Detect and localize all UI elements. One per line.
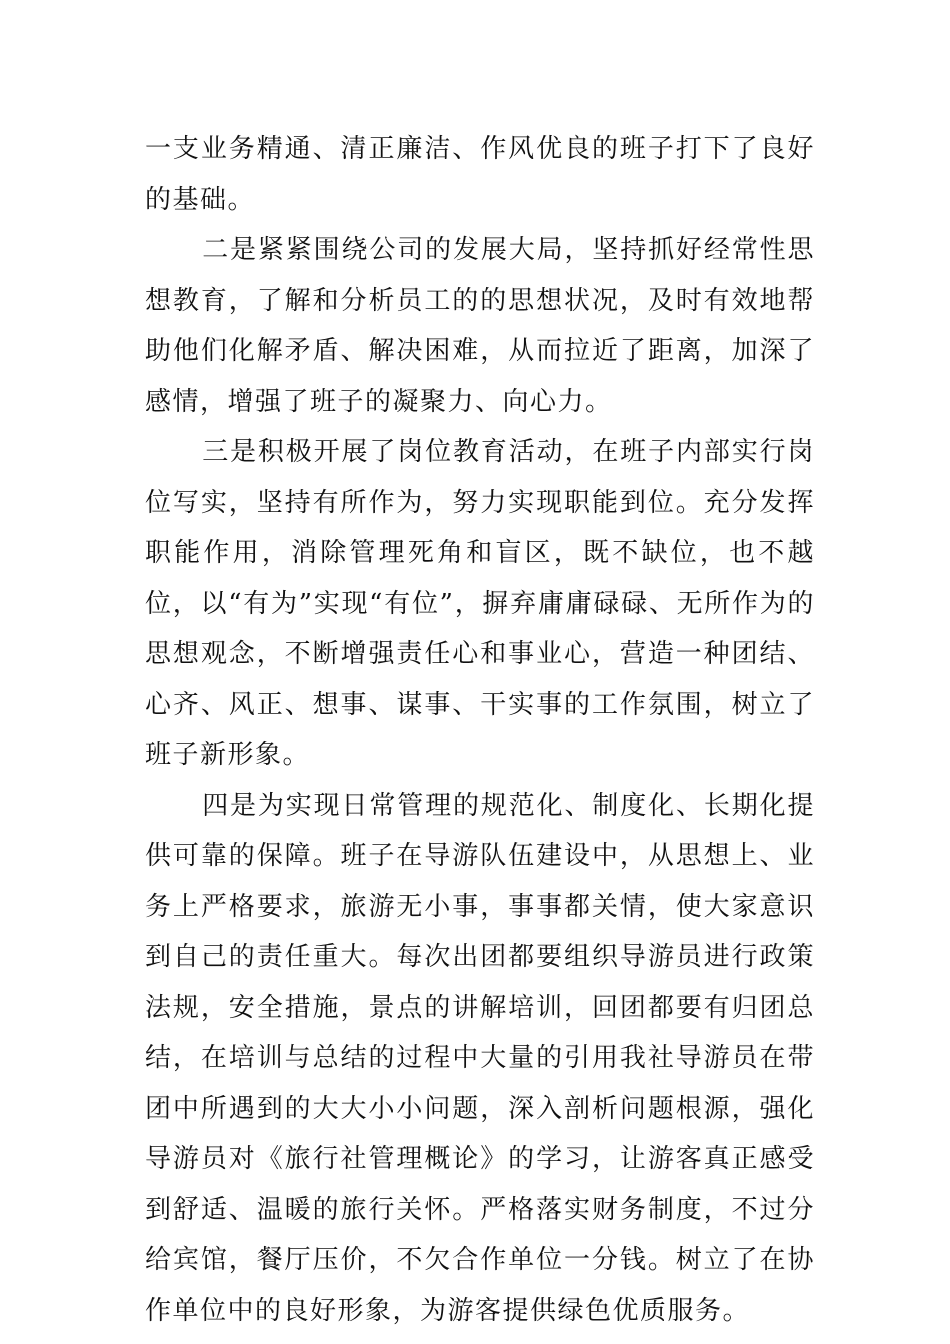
document-body xyxy=(145,124,815,1336)
paragraph-point-two: 二是紧紧围绕公司的发展大局，坚持抓好经常性思想教育，了解和分析员工的的思想状况，及时有效地帮助他们化解矛盾、解决困难，从而拉近了距离，加深了感情，增强了班子的凝聚力、向心力。 xyxy=(145,235,815,417)
paragraph-continuation: 一支业务精通、清正廉洁、作风优良的班子打下了良好的基础。 xyxy=(145,134,815,215)
paragraph-point-four: 四是为实现日常管理的规范化、制度化、长期化提供可靠的保障。班子在导游队伍建设中，从思想上、业务上严格要求，旅游无小事，事事都关情，使大家意识到自己的责任重大。每次出团都要组织导游员进行政策法规，安全措施，景点的讲解培训，回团都要有归团总结，在培训与总结的过程中大量的引用我社导游员在带团中所遇到的大大小小问题，深入剖析问题根源，强化导游员对《旅行社管理概论》的学习，让游客真正感受到舒适、温暖的旅行关怀。严格落实财务制度，不过分给宾馆，餐厅压价，不欠合作单位一分钱。树立了在协作单位中的良好形象，为游客提供绿色优质服务。 xyxy=(145,790,815,1326)
paragraph-point-three: 三是积极开展了岗位教育活动，在班子内部实行岗位写实，坚持有所作为，努力实现职能到位。充分发挥职能作用，消除管理死角和盲区，既不缺位，也不越位，以“有为”实现“有位”，摒弃庸庸碌碌、无所作为的思想观念，不断增强责任心和事业心，营造一种团结、心齐、风正、想事、谋事、干实事的工作氛围，树立了班子新形象。 xyxy=(145,437,815,770)
